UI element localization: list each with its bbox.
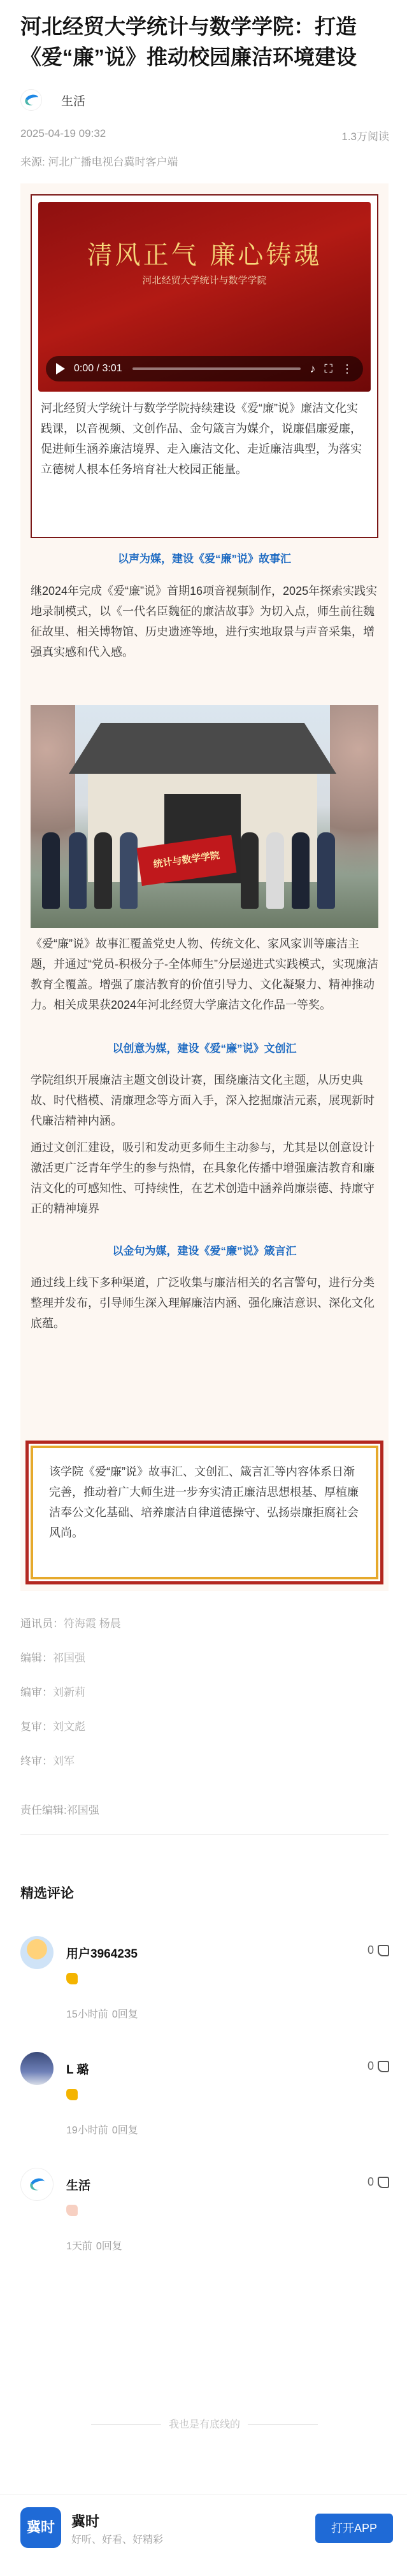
photo-tree-right: [330, 705, 378, 928]
commenter-name[interactable]: 用户3964235: [66, 1947, 138, 1961]
section-heading-quotes: 以金句为媒，建设《爱“廉”说》箴言汇: [112, 1245, 297, 1257]
like-button[interactable]: [368, 2060, 389, 2073]
author-avatar[interactable]: [20, 89, 42, 111]
swirl-logo-icon: [29, 2176, 47, 2192]
credit-second-review: [20, 1718, 85, 1733]
commenter-name[interactable]: 生活: [66, 2179, 91, 2193]
photo-person: [266, 832, 284, 909]
intro-box: [31, 194, 378, 538]
photo-person: [42, 832, 60, 909]
credit-label: 终审：: [20, 1755, 53, 1767]
article-title: 河北经贸大学统计与数学学院：打造《爱“廉”说》推动校园廉洁环境建设: [20, 15, 357, 69]
section-creative-text-1: 学院组织开展廉洁主题文创设计赛，围绕廉洁文化主题，从历史典故、时代楷模、清廉理念等方面入手，深入挖掘廉洁元素，展现新时代廉洁精神内涵。: [31, 1074, 375, 1127]
credit-label: 编审：: [20, 1686, 53, 1698]
credit-final-review: [20, 1752, 75, 1768]
credit-label: 编辑：: [20, 1652, 53, 1664]
thumbs-up-icon: [378, 1945, 389, 1956]
comment-meta: [66, 2238, 126, 2252]
video-progress-bar[interactable]: [132, 367, 301, 370]
photo-banner: 统计与数学学院: [137, 835, 237, 886]
publish-date: 2025-04-19 09:32: [20, 127, 106, 139]
like-count: 0: [367, 1944, 374, 1956]
credit-correspondent: [20, 1614, 121, 1630]
comment-body: [66, 2205, 78, 2220]
section-creative-text-2: 通过文创汇建设，吸引和发动更多师生主动参与，尤其是以创意设计激活更广泛青年学生的参与热情，在具象化传播中增强廉洁教育和廉洁文化的可感知性、可持续性，在艺术创造中涵养尚廉崇德、持廉守正的精神境界: [31, 1141, 375, 1215]
credit-label: 复审：: [20, 1721, 53, 1733]
summary-quote-text: 该学院《爱“廉”说》故事汇、文创汇、箴言汇等内容体系日渐完善，推动着广大师生进一步夯实清正廉洁思想根基、厚植廉洁奉公文化基础、培养廉洁自律道德操守、弘扬崇廉拒腐社会风尚。: [49, 1465, 359, 1539]
credit-value: 符海霞 杨晨: [64, 1618, 121, 1630]
section-heading-stories: 以声为媒，建设《爱“廉”说》故事汇: [118, 553, 291, 565]
reply-button[interactable]: 0回复: [111, 2009, 138, 2020]
app-download-bar: [0, 2494, 407, 2564]
credit-value: 刘新莉: [53, 1686, 85, 1698]
thumbs-up-emoji-icon: [66, 2089, 78, 2100]
thumbs-up-icon: [378, 2061, 389, 2072]
photo-person: [69, 832, 87, 909]
reply-button[interactable]: 0回复: [111, 2125, 138, 2136]
video-controls: [46, 356, 363, 381]
credit-reviewer: [20, 1683, 85, 1699]
comment-time: 19小时前: [66, 2125, 108, 2136]
photo-person: [241, 832, 259, 909]
like-button[interactable]: [368, 1944, 389, 1957]
intro-text: 河北经贸大学统计与数学学院持续建设《爱“廉”说》廉洁文化实践课，以音视频、文创作品、金句箴言为媒介，说廉倡廉爱廉，促进师生涵养廉洁境界、走入廉洁文化、走近廉洁典型，为落实立德树人根本任务培育社大校园正能量。: [41, 402, 362, 476]
comment-body: [66, 1973, 78, 1988]
comment-time: 15小时前: [66, 2009, 108, 2020]
comment-meta: [66, 2122, 142, 2137]
video-subtitle: 河北经贸大学统计与数学学院: [142, 275, 267, 286]
commenter-avatar[interactable]: [20, 2168, 54, 2201]
article-source: 来源: 河北广播电视台冀时客户端: [20, 156, 178, 168]
thumbs-up-icon: [378, 2177, 389, 2188]
photo-person: [292, 832, 310, 909]
like-count: 0: [367, 2175, 374, 2188]
divider: [20, 1834, 389, 1835]
open-app-button[interactable]: 打开APP: [315, 2514, 393, 2543]
photo-person: [317, 832, 335, 909]
commenter-avatar[interactable]: [20, 2052, 54, 2085]
thumbs-up-emoji-icon: [66, 1973, 78, 1984]
comment-body: [66, 2089, 78, 2104]
credit-label: 通讯员：: [20, 1618, 64, 1630]
fullscreen-icon[interactable]: ⛶: [324, 362, 332, 375]
video-title: 清风正气 廉心铸魂: [87, 241, 322, 270]
section-quotes-text: 通过线上线下多种渠道，广泛收集与廉洁相关的名言警句，进行分类整理并发布，引导师生深入理解廉洁内涵、强化廉洁意识、深化文化底蕴。: [31, 1276, 375, 1330]
credit-editor: [20, 1649, 85, 1665]
commenter-name[interactable]: L 璐: [66, 2063, 89, 2077]
app-logo[interactable]: 冀时: [20, 2507, 61, 2548]
credit-value: 祁国强: [53, 1652, 85, 1664]
section-heading-creative: 以创意为媒，建设《爱“廉”说》文创汇: [112, 1042, 297, 1055]
credit-value: 刘文彪: [53, 1721, 85, 1733]
comments-heading: 精选评论: [20, 1886, 74, 1901]
swirl-logo-icon: [24, 93, 40, 108]
photo-person: [94, 832, 112, 909]
like-count: 0: [367, 2060, 374, 2072]
author-name[interactable]: 生活: [61, 94, 86, 108]
thumbs-up-emoji-icon: [66, 2205, 78, 2216]
volume-icon[interactable]: ♪: [310, 362, 316, 375]
responsible-editor: 责任编辑:祁国强: [20, 1804, 99, 1816]
end-of-list-text: 我也是有底线的: [20, 2416, 389, 2431]
read-count: 1.3万阅读: [341, 131, 389, 143]
reply-button[interactable]: 0回复: [96, 2241, 122, 2252]
section-stories-text: 继2024年完成《爱“廉”说》首期16项音视频制作，2025年探索实践实地录制模式，以《一代名臣魏征的廉洁故事》为切入点，师生前往魏征故里、相关博物馆、历史遗迹等地，进行实地取景与声音采集，增强真实感和代入感。: [31, 585, 378, 658]
summary-quote-box: [25, 1441, 383, 1584]
app-slogan: 好听、好看、好精彩: [71, 2535, 164, 2545]
commenter-avatar[interactable]: [20, 1936, 54, 1969]
comment-meta: [66, 2006, 142, 2021]
like-button[interactable]: [368, 2175, 389, 2189]
more-options-icon[interactable]: ⋮: [341, 362, 353, 375]
photo-person: [120, 832, 138, 909]
group-photo: [31, 705, 378, 928]
credit-value: 刘军: [53, 1755, 75, 1767]
app-name: 冀时: [71, 2514, 100, 2530]
section-stories-result: 《爱“廉”说》故事汇覆盖党史人物、传统文化、家风家训等廉洁主题，并通过“党员-积极分子-全体师生”分层递进式实践模式，实现廉洁教育全覆盖。增强了廉洁教育的价值引导力、文化凝聚力、精神推动力。相关成果获2024年河北经贸大学廉洁文化作品一等奖。: [31, 937, 378, 1011]
video-time: 0:00 / 3:01: [74, 363, 122, 374]
author-row[interactable]: [20, 89, 85, 111]
photo-roof: [69, 723, 336, 774]
play-icon[interactable]: [56, 363, 65, 374]
comment-time: 1天前: [66, 2241, 92, 2252]
video-player[interactable]: [38, 202, 371, 392]
